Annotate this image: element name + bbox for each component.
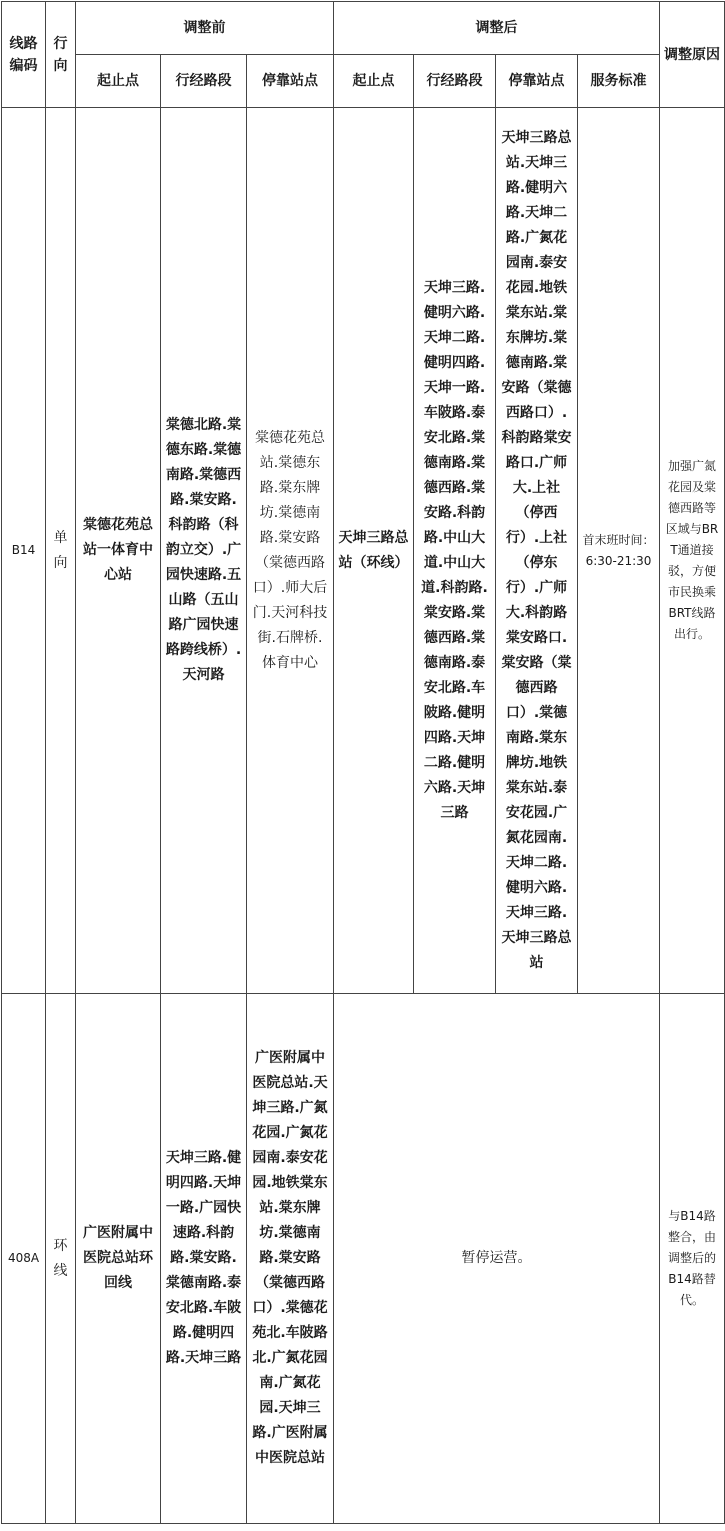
before-stops-cell: 广医附属中医院总站.天坤三路.广氮花园.广氮花园南.泰安花园.地铁棠东站.棠东牌坊.棠德南路.棠安路（棠德西路口）.棠德花苑北.车陂路北.广氮花园南.广氮花园.天坤三路.广医附属中医院总站 (247, 994, 334, 1524)
reason-cell: 与B14路整合，由调整后的B14路替代。 (660, 994, 725, 1524)
before-start-end-cell: 广医附属中医院总站环回线 (76, 994, 161, 1524)
header-direction: 行向 (46, 2, 76, 108)
header-before-route: 行经路段 (161, 55, 247, 108)
direction-cell: 单向 (46, 108, 76, 994)
header-service-standard: 服务标准 (578, 55, 660, 108)
table-row (2, 108, 725, 994)
service-standard-cell: 首末班时间：6:30-21:30 (578, 108, 660, 994)
before-stops-cell: 棠德花苑总站.棠德东路.棠东牌坊.棠德南路.棠安路（棠德西路口）.师大后门.天河科技街.石牌桥.体育中心 (247, 108, 334, 994)
after-route-cell: 天坤三路.健明六路.天坤二路.健明四路.天坤一路.车陂路.泰安北路.棠德南路.棠德西路.棠安路.科韵路.中山大道.中山大道.科韵路.棠安路.棠德西路.棠德南路.泰安北路.车陂路.健明四路.天坤二路.健明六路.天坤三路 (414, 108, 496, 994)
direction-cell: 环线 (46, 994, 76, 1524)
route-adjustment-table (1, 1, 725, 1524)
header-reason: 调整原因 (660, 2, 725, 108)
header-after-start-end: 起止点 (334, 55, 414, 108)
header-before: 调整前 (76, 2, 334, 55)
header-after-stops: 停靠站点 (496, 55, 578, 108)
header-before-stops: 停靠站点 (247, 55, 334, 108)
table-row (2, 994, 725, 1524)
header-after-route: 行经路段 (414, 55, 496, 108)
before-start-end-cell: 棠德花苑总站一体育中心站 (76, 108, 161, 994)
header-row-1 (2, 2, 725, 55)
before-route-cell: 棠德北路.棠德东路.棠德南路.棠德西路.棠安路.科韵路（科韵立交）.广园快速路.五山路（五山路广园快速路跨线桥）.天河路 (161, 108, 247, 994)
header-before-start-end: 起止点 (76, 55, 161, 108)
header-row-2 (2, 55, 725, 108)
after-start-end-cell: 天坤三路总站（环线） (334, 108, 414, 994)
before-route-cell: 天坤三路.健明四路.天坤一路.广园快速路.科韵路.棠安路.棠德南路.泰安北路.车陂路.健明四路.天坤三路 (161, 994, 247, 1524)
after-stops-cell: 天坤三路总站.天坤三路.健明六路.天坤二路.广氮花园南.泰安花园.地铁棠东站.棠东牌坊.棠德南路.棠安路（棠德西路口）.科韵路棠安路口.广师大.上社（停西行）.上社（停东行）.广师大.科韵路棠安路口.棠安路（棠德西路口）.棠德南路.棠东牌坊.地铁棠东站.泰安花园.广氮花园南.天坤二路.健明六路.天坤三路.天坤三路总站 (496, 108, 578, 994)
header-after: 调整后 (334, 2, 660, 55)
after-merged-cell: 暂停运营。 (334, 994, 660, 1524)
line-code-cell: 408A (2, 994, 46, 1524)
line-code-cell: B14 (2, 108, 46, 994)
reason-cell: 加强广氮花园及棠德西路等区域与BRT通道接驳，方便市民换乘BRT线路出行。 (660, 108, 725, 994)
header-line-code: 线路编码 (2, 2, 46, 108)
